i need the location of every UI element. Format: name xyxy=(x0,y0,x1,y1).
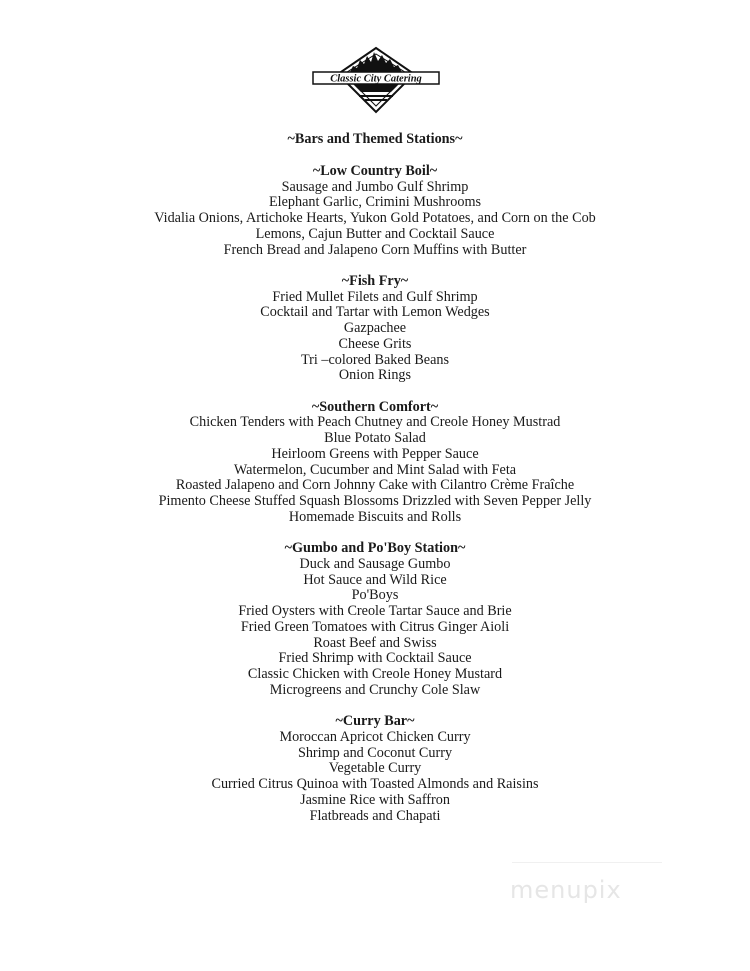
menupix-watermark: menupix xyxy=(510,876,622,904)
menu-item: Tri –colored Baked Beans xyxy=(300,351,450,368)
menu-item: French Bread and Jalapeno Corn Muffins with Butter xyxy=(223,241,527,258)
section-title: ~Gumbo and Po'Boy Station~ xyxy=(284,540,466,556)
page-title: ~Bars and Themed Stations~ xyxy=(287,131,463,147)
menu-section xyxy=(0,274,750,384)
menu-item: Flatbreads and Chapati xyxy=(309,807,441,824)
section-title: ~Fish Fry~ xyxy=(341,272,409,289)
menu-item: Onion Rings xyxy=(338,367,412,384)
menu-item: Chicken Tenders with Peach Chutney and Creole Honey Mustrad xyxy=(189,414,561,431)
menu-item: Heirloom Greens with Pepper Sauce xyxy=(271,445,479,462)
menu-item: Roast Beef and Swiss xyxy=(313,634,437,651)
menu-item: Pimento Cheese Stuffed Squash Blossoms Drizzled with Seven Pepper Jelly xyxy=(158,493,592,509)
menu-item: Elephant Garlic, Crimini Mushrooms xyxy=(269,194,481,211)
menu-item: Hot Sauce and Wild Rice xyxy=(303,571,447,588)
menu-item: Vegetable Curry xyxy=(328,760,422,777)
watermark-divider xyxy=(512,862,662,863)
menu-item: Curried Citrus Quinoa with Toasted Almonds and Raisins xyxy=(211,776,539,792)
menu-item: Jasmine Rice with Saffron xyxy=(300,791,450,808)
menu-item: Blue Potato Salad xyxy=(324,430,426,446)
menu-item: Gazpachee xyxy=(343,320,407,336)
menu-item: Cocktail and Tartar with Lemon Wedges xyxy=(260,304,490,321)
menu-section xyxy=(0,164,750,259)
logo-emblem-icon xyxy=(311,46,441,114)
menu-section xyxy=(0,400,750,526)
section-title: ~Low Country Boil~ xyxy=(312,162,438,179)
menu-item: Fried Mullet Filets and Gulf Shrimp xyxy=(272,288,478,305)
section-title: ~Southern Comfort~ xyxy=(311,398,439,415)
menu-item: Sausage and Jumbo Gulf Shrimp xyxy=(281,178,469,195)
menu-section xyxy=(0,714,750,824)
menu-item: Duck and Sausage Gumbo xyxy=(299,555,451,572)
logo-text: Classic City Catering xyxy=(330,73,422,85)
menu-item: Fried Oysters with Creole Tartar Sauce and Brie xyxy=(238,603,512,619)
menu-item: Vidalia Onions, Artichoke Hearts, Yukon Gold Potatoes, and Corn on the Cob xyxy=(154,210,596,226)
menu-item: Watermelon, Cucumber and Mint Salad with Feta xyxy=(233,461,517,478)
menu-item: Po'Boys xyxy=(351,587,399,604)
menu-item: Roasted Jalapeno and Corn Johnny Cake with Cilantro Crème Fraîche xyxy=(175,477,575,494)
menu-item: Homemade Biscuits and Rolls xyxy=(288,508,462,525)
menu-item: Cheese Grits xyxy=(338,335,412,352)
menu-item: Classic Chicken with Creole Honey Mustard xyxy=(247,666,503,682)
menu-item: Fried Green Tomatoes with Citrus Ginger Aioli xyxy=(240,618,510,635)
menu-item: Moroccan Apricot Chicken Curry xyxy=(279,728,471,745)
menu-item: Fried Shrimp with Cocktail Sauce xyxy=(278,650,472,667)
menu-item: Shrimp and Coconut Curry xyxy=(297,744,453,761)
menu-content xyxy=(0,132,750,840)
menu-item: Microgreens and Crunchy Cole Slaw xyxy=(269,681,481,698)
menu-section xyxy=(0,541,750,699)
menu-item: Lemons, Cajun Butter and Cocktail Sauce xyxy=(255,225,495,242)
classic-city-catering-logo xyxy=(311,46,441,114)
menu-sections xyxy=(0,164,750,825)
section-title: ~Curry Bar~ xyxy=(335,713,415,729)
